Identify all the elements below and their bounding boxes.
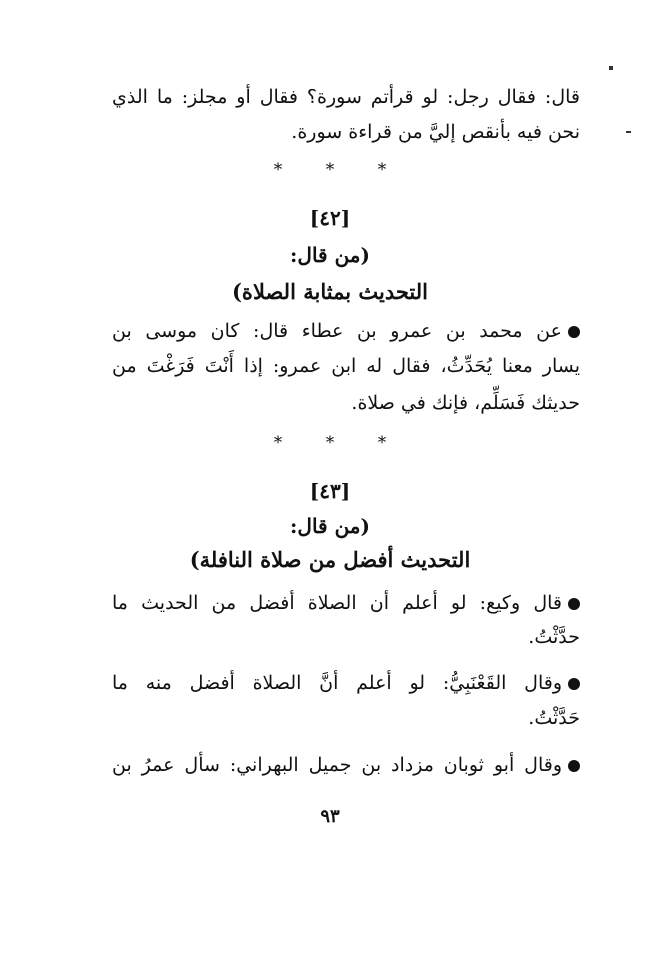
text-line: قال: فقال رجل: لو قرأتم سورة؟ فقال أو مجلز: ما الذي — [112, 86, 580, 108]
paragraph-text: عن محمد بن عمرو بن عطاء قال: كان موسى بن — [112, 320, 562, 342]
section-title: (من قال: — [290, 514, 370, 538]
section-number: [٤٣] — [309, 479, 351, 503]
paragraph-text: وقال أبو ثوبان مزداد بن جميل البهراني: سأل عمرُ بن — [112, 754, 562, 776]
page-number: ٩٣ — [320, 806, 340, 827]
section-title: التحديث أفضل من صلاة النافلة) — [189, 547, 471, 572]
divider-star: * — [273, 160, 283, 180]
divider-star: * — [377, 160, 387, 180]
divider-star: * — [377, 433, 387, 453]
scan-speck — [626, 131, 631, 133]
text-line: نحن فيه بأنقص إليَّ من قراءة سورة. — [291, 121, 580, 143]
paragraph-text: قال وكيع: لو أعلم أن الصلاة أفضل من الحديث ما — [112, 592, 562, 614]
section-divider — [0, 427, 660, 457]
bullet-icon — [568, 678, 580, 690]
paragraph-line — [112, 752, 580, 778]
divider-star: * — [325, 433, 335, 453]
section-divider — [0, 154, 660, 184]
section-number: [٤٢] — [309, 206, 351, 230]
bullet-icon — [568, 598, 580, 610]
paragraph-text: وقال القَعْنَبِيُّ: لو أعلم أنَّ الصلاة أفضل منه ما — [112, 672, 562, 694]
paragraph-line: حدَّثْتُ. — [528, 626, 580, 648]
paragraph-line — [112, 590, 580, 616]
section-title: التحديث بمثابة الصلاة) — [232, 279, 428, 304]
bullet-icon — [568, 326, 580, 338]
paragraph-line: يسار معنا يُحَدِّثُ، فقال له ابن عمرو: إذا أَنْتَ فَرَغْتَ من — [112, 355, 580, 377]
divider-star: * — [273, 433, 283, 453]
section-title: (من قال: — [290, 243, 370, 267]
paragraph-line — [112, 670, 580, 696]
bullet-icon — [568, 760, 580, 772]
paragraph-line — [112, 318, 580, 344]
paragraph-line: حَدَّثْتُ. — [528, 707, 580, 729]
scan-speck — [609, 66, 613, 70]
paragraph-line: حديثك فَسَلِّم، فإنك في صلاة. — [351, 392, 580, 414]
divider-star: * — [325, 160, 335, 180]
